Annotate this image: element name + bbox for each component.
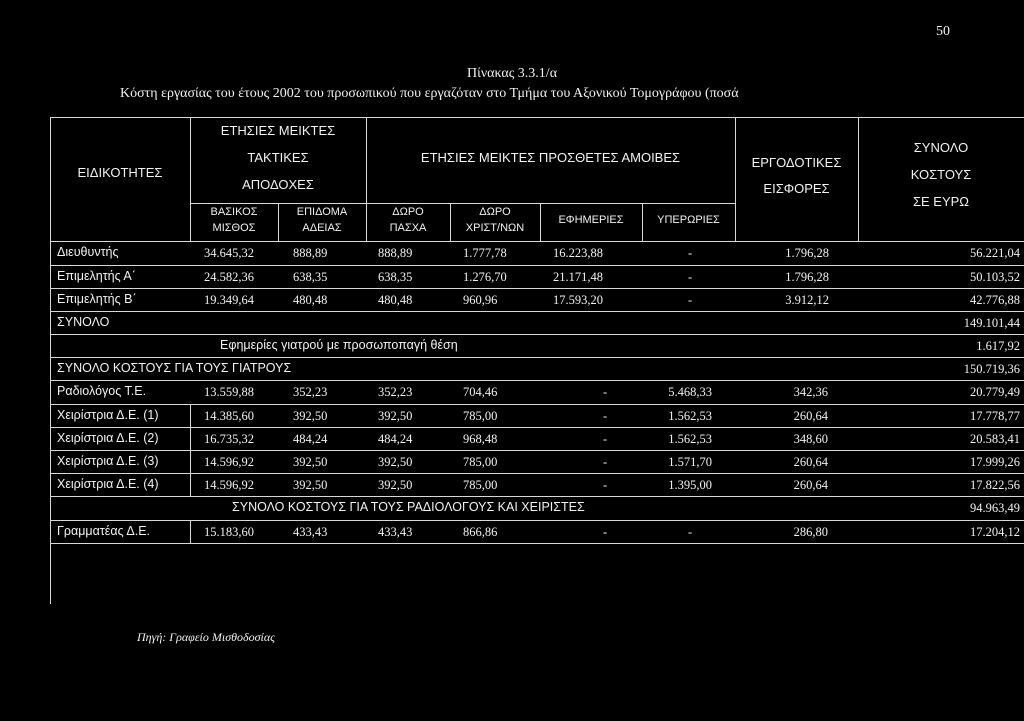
table-cell: - <box>603 455 608 469</box>
table-cell: 392,50 <box>293 478 328 492</box>
table-cell: 638,35 <box>378 270 413 284</box>
table-cell: 480,48 <box>378 293 413 307</box>
header-xmas-2: ΧΡΙΣΤ/ΝΩΝ <box>465 222 525 234</box>
row-total: 17.822,56 <box>970 478 1020 492</box>
table-cell: 433,43 <box>293 525 328 539</box>
table-cell: 13.559,88 <box>204 385 254 399</box>
table-cell: 392,50 <box>293 409 328 423</box>
page-number: 50 <box>936 24 950 39</box>
table-cell: 866,86 <box>463 525 498 539</box>
table-cell: - <box>688 270 693 284</box>
header-easter-2: ΠΑΣΧΑ <box>389 222 427 234</box>
header-total-2: ΚΟΣΤΟΥΣ <box>910 167 972 182</box>
header-xmas-1: ΔΩΡΟ <box>479 206 511 218</box>
table-cell: 1.276,70 <box>463 270 507 284</box>
table-cell: - <box>603 432 608 446</box>
table-cell: 888,89 <box>378 246 413 260</box>
header-easter-1: ΔΩΡΟ <box>392 206 424 218</box>
table-cell: - <box>603 385 608 399</box>
row-total: 50.103,52 <box>970 270 1020 284</box>
source-note: Πηγή: Γραφείο Μισθοδοσίας <box>137 630 276 644</box>
header-basic-1: ΒΑΣΙΚΟΣ <box>210 206 258 218</box>
header-leave-2: ΑΔΕΙΑΣ <box>302 222 342 234</box>
table-cell: 392,50 <box>378 409 413 423</box>
row-total: 1.617,92 <box>976 339 1020 353</box>
row-total: 42.776,88 <box>970 293 1020 307</box>
header-leave-1: ΕΠΙΔΟΜΑ <box>296 206 348 218</box>
header-total-1: ΣΥΝΟΛΟ <box>913 140 969 155</box>
table-cell: 484,24 <box>378 432 413 446</box>
table-cell: - <box>688 246 693 260</box>
table-cell: 392,50 <box>378 478 413 492</box>
row-label: Επιμελητής Β΄ <box>57 292 137 306</box>
table-cell: 1.796,28 <box>785 270 829 284</box>
table-cell: 15.183,60 <box>204 525 254 539</box>
row-total: 20.583,41 <box>970 432 1020 446</box>
header-basic-2: ΜΙΣΘΟΣ <box>212 222 256 234</box>
row-total: 17.999,26 <box>970 455 1020 469</box>
table-cell: 260,64 <box>793 409 828 423</box>
table-cell: 14.385,60 <box>204 409 254 423</box>
header-additional-pay: ΕΤΗΣΙΕΣ ΜΕΙΚΤΕΣ ΠΡΟΣΘΕΤΕΣ ΑΜΟΙΒΕΣ <box>420 150 681 165</box>
table-cell: 352,23 <box>293 385 328 399</box>
header-employer-2: ΕΙΣΦΟΡΕΣ <box>763 181 830 196</box>
row-label: ΣΥΝΟΛΟ ΚΟΣΤΟΥΣ ΓΙΑ ΤΟΥΣ ΓΙΑΤΡΟΥΣ <box>57 361 292 375</box>
row-label: ΣΥΝΟΛΟ <box>57 315 110 329</box>
table-cell: 14.596,92 <box>204 455 254 469</box>
table-cell: 260,64 <box>793 478 828 492</box>
table-cell: 1.796,28 <box>785 246 829 260</box>
table-cell: 1.562,53 <box>668 432 712 446</box>
header-duty: ΕΦΗΜΕΡΙΕΣ <box>558 214 624 226</box>
row-total: 56.221,04 <box>970 246 1020 260</box>
table-cell: 352,23 <box>378 385 413 399</box>
table-cell: 14.596,92 <box>204 478 254 492</box>
table-cell: 484,24 <box>293 432 328 446</box>
table-cell: 21.171,48 <box>553 270 603 284</box>
table-cell: 392,50 <box>293 455 328 469</box>
table-cell: - <box>688 293 693 307</box>
table-cell: 704,46 <box>463 385 498 399</box>
table-cell: 286,80 <box>793 525 828 539</box>
table-cell: 5.468,33 <box>668 385 712 399</box>
table-cell: 968,48 <box>463 432 498 446</box>
table-cell: 785,00 <box>463 409 498 423</box>
table-cell: 34.645,32 <box>204 246 254 260</box>
table-cell: - <box>603 409 608 423</box>
table-cell: 888,89 <box>293 246 328 260</box>
header-specialties: ΕΙΔΙΚΟΤΗΤΕΣ <box>77 165 163 180</box>
table-cell: 16.223,88 <box>553 246 603 260</box>
header-annual-gross-3: ΑΠΟΔΟΧΕΣ <box>242 177 314 192</box>
row-label: Ραδιολόγος Τ.Ε. <box>57 384 147 398</box>
table-cell: 1.777,78 <box>463 246 507 260</box>
header-employer-1: ΕΡΓΟΔΟΤΙΚΕΣ <box>751 155 842 170</box>
table-cell: 16.735,32 <box>204 432 254 446</box>
row-label: Γραμματέας Δ.Ε. <box>57 524 151 538</box>
row-label: ΣΥΝΟΛΟ ΚΟΣΤΟΥΣ ΓΙΑ ΤΟΥΣ ΡΑΔΙΟΛΟΓΟΥΣ ΚΑΙ ΧΕΙΡΙΣΤΕΣ <box>232 500 585 514</box>
table-cell: 960,96 <box>463 293 498 307</box>
table-cell: - <box>603 525 608 539</box>
row-total: 149.101,44 <box>963 316 1020 330</box>
header-annual-gross-1: ΕΤΗΣΙΕΣ ΜΕΙΚΤΕΣ <box>220 123 336 138</box>
table-cell: 17.593,20 <box>553 293 603 307</box>
row-label: Εφημερίες γιατρού με προσωποπαγή θέση <box>220 338 458 352</box>
row-total: 17.204,12 <box>970 525 1020 539</box>
table-title: Πίνακας 3.3.1/α <box>466 66 558 81</box>
table-cell: 1.571,70 <box>668 455 712 469</box>
table-cell: 785,00 <box>463 455 498 469</box>
header-overtime: ΥΠΕΡΩΡΙΕΣ <box>657 214 720 226</box>
row-label: Χειρίστρια Δ.Ε. (3) <box>57 454 159 468</box>
row-label: Επιμελητής Α΄ <box>57 269 136 283</box>
table-cell: 1.562,53 <box>668 409 712 423</box>
table-cell: 433,43 <box>378 525 413 539</box>
table-cell: 3.912,12 <box>785 293 829 307</box>
row-label: Χειρίστρια Δ.Ε. (2) <box>57 431 159 445</box>
table-cell: 260,64 <box>793 455 828 469</box>
table-cell: 638,35 <box>293 270 328 284</box>
header-total-3: ΣΕ ΕΥΡΩ <box>912 194 970 209</box>
row-label: Χειρίστρια Δ.Ε. (4) <box>57 477 159 491</box>
header-annual-gross-2: ΤΑΚΤΙΚΕΣ <box>247 150 309 165</box>
table-cell: 24.582,36 <box>204 270 254 284</box>
table-cell: - <box>688 525 693 539</box>
row-total: 150.719,36 <box>963 362 1020 376</box>
table-cell: 348,60 <box>793 432 828 446</box>
table-cell: 1.395,00 <box>668 478 712 492</box>
row-total: 94.963,49 <box>970 501 1020 515</box>
row-total: 20.779,49 <box>970 385 1020 399</box>
table-cell: 480,48 <box>293 293 328 307</box>
row-label: Χειρίστρια Δ.Ε. (1) <box>57 408 159 422</box>
table-cell: - <box>603 478 608 492</box>
row-total: 17.778,77 <box>970 409 1020 423</box>
table-cell: 392,50 <box>378 455 413 469</box>
row-label: Διευθυντής <box>57 245 119 259</box>
table-cell: 342,36 <box>793 385 828 399</box>
table-cell: 19.349,64 <box>204 293 254 307</box>
table-cell: 785,00 <box>463 478 498 492</box>
table-subtitle: Κόστη εργασίας του έτους 2002 του προσωπικού που εργαζόταν στο Τμήμα του Αξονικού Τομογράφου (ποσά <box>120 86 739 101</box>
